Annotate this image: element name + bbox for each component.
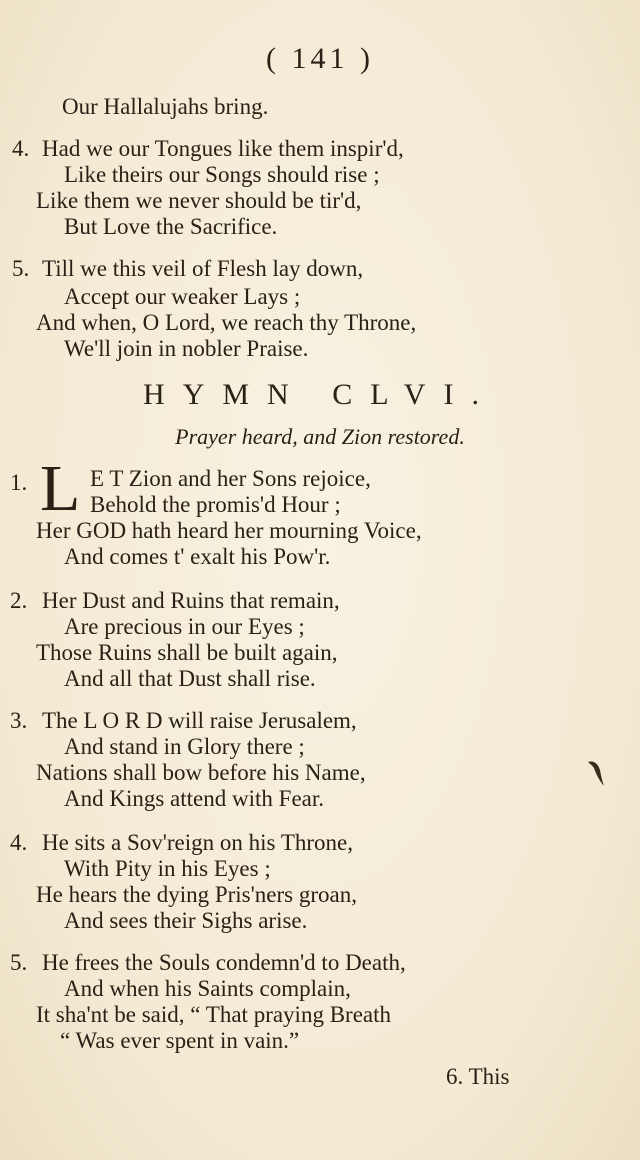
verse-line: Nations shall bow before his Name,	[36, 760, 366, 785]
verse-line: Those Ruins shall be built again,	[36, 640, 338, 665]
verse-line: Her Dust and Ruins that remain,	[42, 588, 340, 613]
verse-number: 5.	[10, 950, 28, 975]
verse-line: Accept our weaker Lays ;	[64, 284, 301, 309]
verse-line: E T Zion and her Sons rejoice,	[90, 466, 371, 491]
verse-number: 3.	[10, 708, 28, 733]
verse-line: But Love the Sacrifice.	[64, 214, 278, 239]
verse-line: With Pity in his Eyes ;	[64, 856, 271, 881]
hymn-title: HYMN CLVI.	[143, 378, 497, 411]
ink-smudge	[586, 758, 606, 788]
verse-line: He hears the dying Pris'ners groan,	[36, 882, 357, 907]
catchword: 6. This	[446, 1064, 510, 1089]
page-number: ( 141 )	[266, 42, 374, 75]
verse-line: Had we our Tongues like them inspir'd,	[42, 136, 404, 161]
verse-line: And when, O Lord, we reach thy Throne,	[36, 310, 417, 335]
verse-line: Till we this veil of Flesh lay down,	[42, 256, 364, 281]
verse-line: It sha'nt be said, “ That praying Breath	[36, 1002, 392, 1027]
verse-number: 5.	[12, 256, 30, 281]
verse-line: Like them we never should be tir'd,	[36, 188, 362, 213]
verse-line: He frees the Souls condemn'd to Death,	[42, 950, 406, 975]
verse-number: 1.	[10, 470, 28, 495]
verse-number: 2.	[10, 588, 28, 613]
verse-number: 4.	[12, 136, 30, 161]
verse-line: And stand in Glory there ;	[64, 734, 305, 759]
verse-line: And when his Saints complain,	[64, 976, 351, 1001]
verse-line: Her GOD hath heard her mourning Voice,	[36, 518, 422, 543]
verse-number: 4.	[10, 830, 28, 855]
verse-line: The L O R D will raise Jerusalem,	[42, 708, 357, 733]
verse-line: Like theirs our Songs should rise ;	[64, 162, 380, 187]
verse-line: And all that Dust shall rise.	[64, 666, 316, 691]
verse-line: And Kings attend with Fear.	[64, 786, 324, 811]
verse-line: And sees their Sighs arise.	[64, 908, 308, 933]
verse-line: He sits a Sov'reign on his Throne,	[42, 830, 353, 855]
drop-cap: L	[40, 452, 81, 525]
hymn-subtitle: Prayer heard, and Zion restored.	[175, 424, 465, 449]
verse-line: Are precious in our Eyes ;	[64, 614, 305, 639]
verse-line: Behold the promis'd Hour ;	[90, 492, 341, 517]
verse-line: “ Was ever spent in vain.”	[60, 1028, 300, 1053]
verse-line: We'll join in nobler Praise.	[64, 336, 309, 361]
verse-line: And comes t' exalt his Pow'r.	[64, 544, 331, 569]
continuation-line: Our Hallalujahs bring.	[62, 94, 269, 119]
